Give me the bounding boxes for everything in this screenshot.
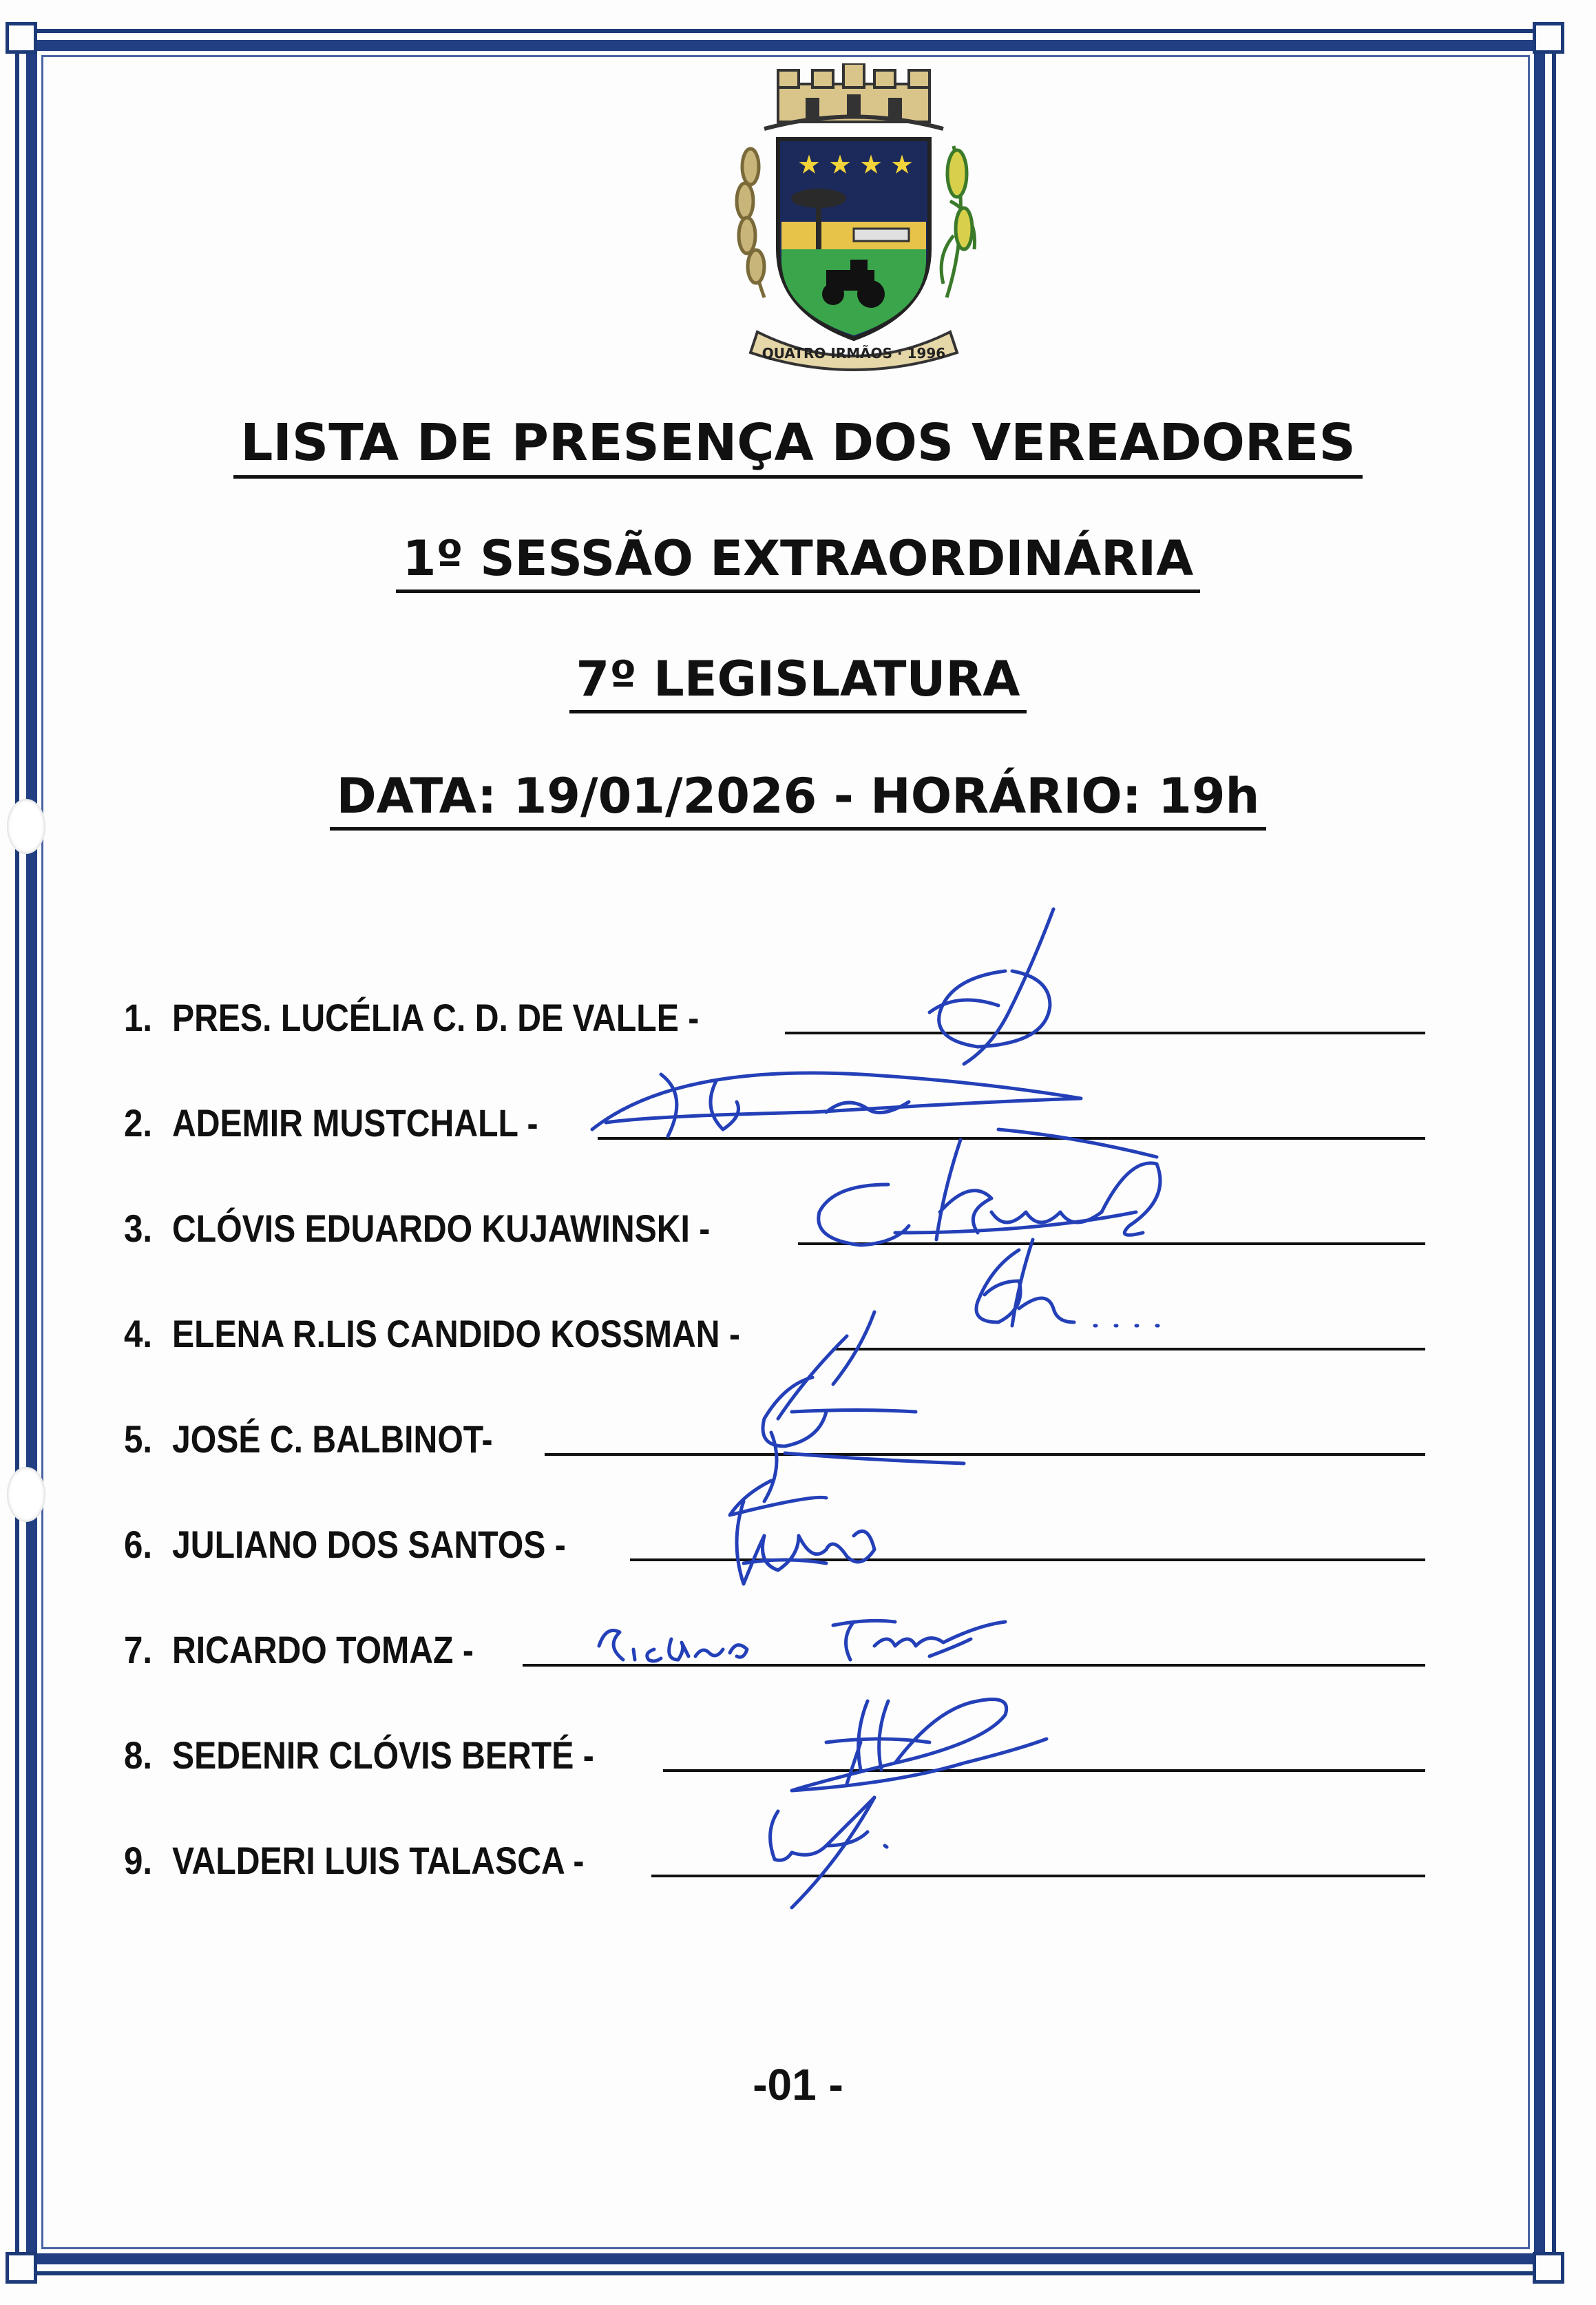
signature-line <box>785 1032 1425 1034</box>
attendee-name: JOSÉ C. BALBINOT- <box>172 1417 493 1461</box>
attendee-number: 1. <box>124 996 153 1039</box>
corner-ornament-bottom-left <box>6 2252 37 2284</box>
date-time-title <box>0 768 1596 831</box>
session-text: 1º SESSÃO EXTRAORDINÁRIA <box>396 531 1201 593</box>
page-border-inner <box>41 55 1530 2249</box>
signature-line <box>545 1453 1425 1456</box>
attendee-row <box>124 1722 1425 1777</box>
attendee-row <box>124 1090 1425 1145</box>
legislature-text: 7º LEGISLATURA <box>569 651 1027 713</box>
corner-ornament-top-left <box>6 22 37 54</box>
session-title <box>0 530 1596 593</box>
corner-ornament-bottom-right <box>1533 2252 1564 2284</box>
document-title <box>0 413 1596 479</box>
page-number: -01 - <box>753 2060 843 2109</box>
attendee-row <box>124 985 1425 1040</box>
attendee-name: PRES. LUCÉLIA C. D. DE VALLE - <box>172 996 700 1039</box>
attendee-number: 7. <box>124 1628 153 1671</box>
attendee-row <box>124 1406 1425 1461</box>
attendee-number: 9. <box>124 1839 153 1882</box>
signature-line <box>630 1558 1425 1561</box>
signature-line <box>598 1137 1425 1140</box>
attendee-name: VALDERI LUIS TALASCA - <box>172 1839 585 1882</box>
attendee-number: 2. <box>124 1101 153 1145</box>
attendee-number: 3. <box>124 1207 153 1250</box>
attendee-number: 8. <box>124 1733 153 1777</box>
attendee-row <box>124 1301 1425 1356</box>
attendee-row <box>124 1828 1425 1883</box>
attendee-name: CLÓVIS EDUARDO KUJAWINSKI - <box>172 1207 711 1250</box>
punch-hole-bottom <box>7 1467 45 1522</box>
mural-crown-icon <box>764 63 943 129</box>
title-text: LISTA DE PRESENÇA DOS VEREADORES <box>233 414 1363 479</box>
corn-icon <box>941 146 974 298</box>
signature-line <box>523 1664 1425 1667</box>
attendee-number: 5. <box>124 1417 153 1461</box>
attendee-row <box>124 1512 1425 1567</box>
corner-ornament-top-right <box>1533 22 1564 54</box>
attendee-row <box>124 1617 1425 1672</box>
attendee-name: ELENA R.LIS CANDIDO KOSSMAN - <box>172 1312 740 1355</box>
signature-line <box>832 1348 1425 1350</box>
attendee-name: RICARDO TOMAZ - <box>172 1628 474 1671</box>
train-icon <box>854 229 909 241</box>
attendee-name: SEDENIR CLÓVIS BERTÉ - <box>172 1733 594 1777</box>
svg-text:★: ★ <box>890 149 914 180</box>
date-time-text: DATA: 19/01/2026 - HORÁRIO: 19h <box>330 769 1267 831</box>
crest-ribbon-text: QUATRO IRMÃOS · 1996 <box>762 345 946 362</box>
svg-text:★: ★ <box>859 149 883 180</box>
attendee-name: ADEMIR MUSTCHALL - <box>172 1101 538 1145</box>
signature-line <box>798 1242 1426 1245</box>
legislature-title <box>0 651 1596 713</box>
svg-text:★: ★ <box>828 149 852 180</box>
attendee-name: JULIANO DOS SANTOS - <box>172 1523 566 1566</box>
coat-of-arms-logo <box>716 63 991 380</box>
svg-text:★: ★ <box>797 149 821 180</box>
signature-line <box>651 1875 1425 1877</box>
attendee-row <box>124 1196 1425 1251</box>
attendee-number: 6. <box>124 1523 153 1566</box>
signature-line <box>663 1769 1425 1772</box>
attendee-number: 4. <box>124 1312 153 1355</box>
wheat-icon <box>737 149 764 298</box>
